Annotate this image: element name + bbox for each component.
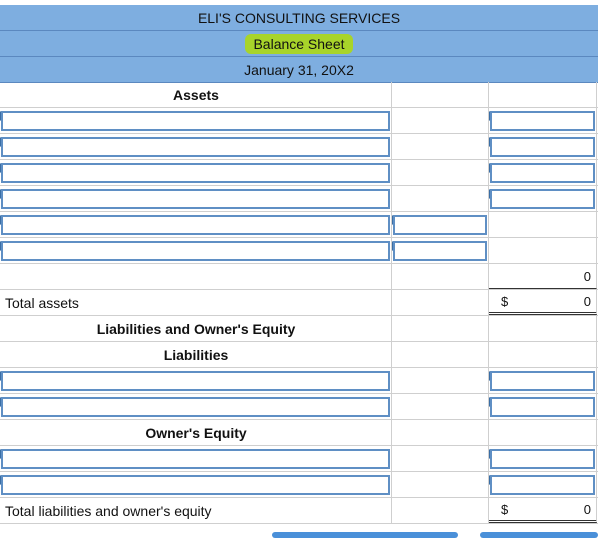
statement-title-header xyxy=(0,31,598,57)
liability-2-amount-input[interactable] xyxy=(490,397,595,417)
asset-1-label-input[interactable] xyxy=(1,111,390,131)
liability-1-label-input[interactable] xyxy=(1,371,390,391)
equity-1-amount-input[interactable] xyxy=(490,449,595,469)
asset-3-label-input[interactable] xyxy=(1,163,390,183)
asset-subtotal-row xyxy=(0,264,598,290)
partial-button-left[interactable] xyxy=(272,532,458,538)
assets-heading-row xyxy=(0,82,598,108)
company-name: ELI'S CONSULTING SERVICES xyxy=(197,9,401,26)
total-assets-value: 0 xyxy=(583,293,591,309)
asset-2-label-input[interactable] xyxy=(1,137,390,157)
asset-6-amount-input[interactable] xyxy=(393,241,487,261)
total-assets-label: Total assets xyxy=(5,294,79,311)
total-liab-equity-row xyxy=(0,498,598,524)
liability-row-1 xyxy=(0,368,598,394)
asset-3-amount-input[interactable] xyxy=(490,163,595,183)
asset-4-label-input[interactable] xyxy=(1,189,390,209)
total-liab-equity-value: 0 xyxy=(583,501,591,517)
equity-heading-row xyxy=(0,420,598,446)
asset-2-amount-input[interactable] xyxy=(490,137,595,157)
total-assets-currency: $ xyxy=(501,293,509,309)
asset-row-6 xyxy=(0,238,598,264)
asset-6-label-input[interactable] xyxy=(1,241,390,261)
company-name-header xyxy=(0,5,598,31)
equity-row-2 xyxy=(0,472,598,498)
total-liab-equity-currency: $ xyxy=(501,501,509,517)
asset-row-3 xyxy=(0,160,598,186)
equity-2-amount-input[interactable] xyxy=(490,475,595,495)
statement-title: Balance Sheet xyxy=(245,34,352,54)
partial-button-right[interactable] xyxy=(480,532,598,538)
liabilities-heading: Liabilities xyxy=(163,346,229,363)
asset-subtotal-value: 0 xyxy=(583,268,591,284)
asset-1-amount-input[interactable] xyxy=(490,111,595,131)
equity-1-label-input[interactable] xyxy=(1,449,390,469)
equity-2-label-input[interactable] xyxy=(1,475,390,495)
equity-row-1 xyxy=(0,446,598,472)
asset-5-label-input[interactable] xyxy=(1,215,390,235)
assets-heading: Assets xyxy=(173,86,219,103)
statement-date-header xyxy=(0,57,598,83)
total-liab-equity-label: Total liabilities and owner's equity xyxy=(5,502,212,519)
asset-row-1 xyxy=(0,108,598,134)
liability-1-amount-input[interactable] xyxy=(490,371,595,391)
asset-row-5 xyxy=(0,212,598,238)
liab-equity-heading-row xyxy=(0,316,598,342)
asset-row-2 xyxy=(0,134,598,160)
asset-row-4 xyxy=(0,186,598,212)
total-assets-row xyxy=(0,290,598,316)
asset-4-amount-input[interactable] xyxy=(490,189,595,209)
liability-2-label-input[interactable] xyxy=(1,397,390,417)
liability-row-2 xyxy=(0,394,598,420)
statement-date: January 31, 20X2 xyxy=(244,61,354,78)
liabilities-heading-row xyxy=(0,342,598,368)
liab-equity-heading: Liabilities and Owner's Equity xyxy=(96,320,296,337)
asset-5-amount-input[interactable] xyxy=(393,215,487,235)
equity-heading: Owner's Equity xyxy=(145,424,247,441)
